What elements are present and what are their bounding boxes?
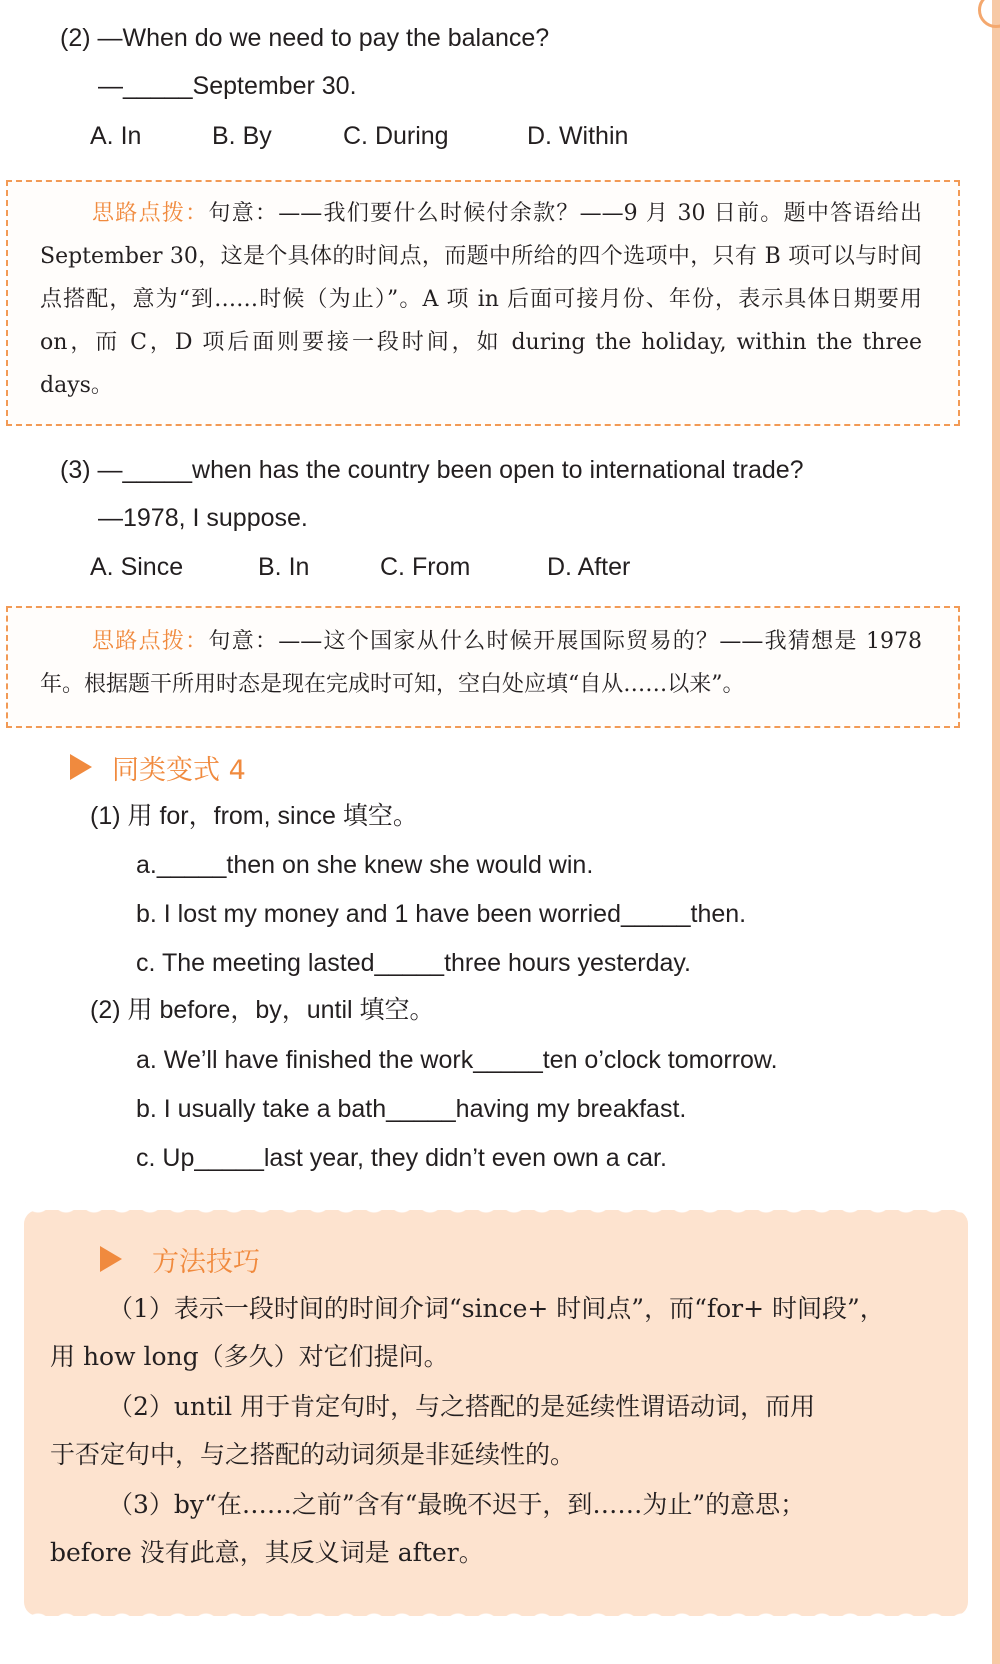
hint-paragraph-q3 <box>40 620 922 706</box>
variant-part1-item-a: a._____then on she knew she would win. <box>136 851 594 879</box>
method-line-1: （1）表示一段时间的时间介词“since+ 时间点”，而“for+ 时间段”， <box>108 1294 885 1323</box>
hint-paragraph-q2 <box>40 192 922 407</box>
q2-option-a: A. In <box>90 122 142 150</box>
method-title-text: 方法技巧 <box>152 1246 260 1278</box>
method-section-title <box>100 1242 260 1276</box>
variant-part2-item-a: a. We’ll have finished the work_____ten o’clock tomorrow. <box>136 1046 778 1074</box>
variant-part1-item-c: c. The meeting lasted_____three hours yesterday. <box>136 949 691 977</box>
variant-part1-heading: (1) 用 for，from, since 填空。 <box>90 802 418 830</box>
hint-text-q2: 句意：——我们要什么时候付余款？——9 月 30 日前。题中答语给出 September 30，这是个具体的时间点，而题中所给的四个选项中，只有 B 项可以与时间点搭配，意为“到……时候（为止）”。A 项 in 后面可接月份、年份，表示具体日期要用 on，而 C，D 项后面则要接一段时间，如 during the holiday, within the three days。 <box>40 201 922 398</box>
q3-option-d: D. After <box>547 553 631 581</box>
q3-question: (3) —_____when has the country been open to international trade? <box>60 456 804 484</box>
hint-text-q3: 句意：——这个国家从什么时候开展国际贸易的？——我猜想是 1978 年。根据题干所用时态是现在完成时可知，空白处应填“自从……以来”。 <box>40 629 922 697</box>
variant-part2-item-b: b. I usually take a bath_____having my breakfast. <box>136 1095 687 1123</box>
method-line-2: 用 how long（多久）对它们提问。 <box>50 1342 449 1371</box>
q2-option-b: B. By <box>212 122 272 150</box>
panel-scallop-bottom-decoration <box>24 1604 968 1626</box>
q2-option-c: C. During <box>343 122 449 150</box>
hint-label-q3: 思路点拨： <box>92 629 209 654</box>
method-line-4: 于否定句中，与之搭配的动词须是非延续性的。 <box>50 1440 576 1469</box>
hint-label-q2: 思路点拨： <box>92 201 209 226</box>
corner-curl-decoration <box>978 0 1000 28</box>
triangle-bullet-icon <box>100 1246 122 1272</box>
method-line-3: （2）until 用于肯定句时，与之搭配的是延续性谓语动词，而用 <box>108 1392 816 1421</box>
variant-part2-heading: (2) 用 before，by，until 填空。 <box>90 996 435 1024</box>
q3-option-b: B. In <box>258 553 310 581</box>
method-line-5: （3）by“在……之前”含有“最晚不迟于，到……为止”的意思； <box>108 1490 806 1519</box>
variant-part1-item-b: b. I lost my money and 1 have been worried_____then. <box>136 900 747 928</box>
q2-question: (2) —When do we need to pay the balance? <box>60 24 550 52</box>
triangle-bullet-icon <box>70 754 92 780</box>
q2-option-d: D. Within <box>527 122 629 150</box>
variant-title-text: 同类变式 4 <box>112 754 246 786</box>
right-edge-decoration <box>992 0 1000 1664</box>
q3-option-a: A. Since <box>90 553 184 581</box>
q3-answer: —1978, I suppose. <box>98 504 308 532</box>
variant-section-title <box>70 750 246 784</box>
method-line-6: before 没有此意，其反义词是 after。 <box>50 1538 484 1567</box>
q2-answer: —_____September 30. <box>98 72 357 100</box>
variant-part2-item-c: c. Up_____last year, they didn’t even own a car. <box>136 1144 667 1172</box>
hint-box-q3 <box>6 606 960 728</box>
panel-scallop-top-decoration <box>24 1200 968 1222</box>
hint-box-q2 <box>6 180 960 426</box>
q3-option-c: C. From <box>380 553 471 581</box>
